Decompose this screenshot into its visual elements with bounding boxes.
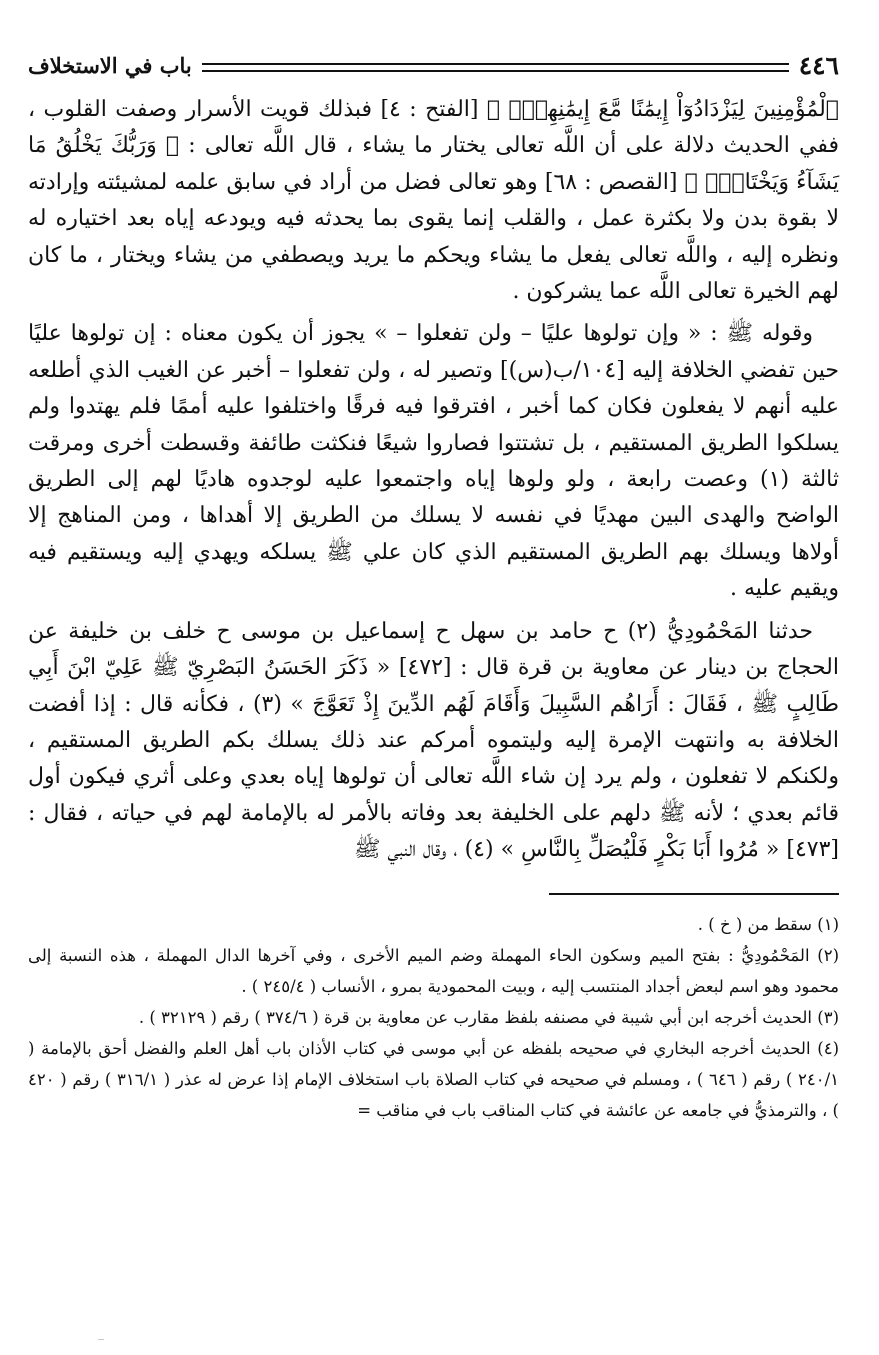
book-page xyxy=(28,50,839,1355)
page-header xyxy=(28,50,839,80)
scan-mark xyxy=(98,1339,104,1340)
page-number: ٤٤٦ xyxy=(798,50,839,80)
footnote: (١) سقط من ( خ ) . xyxy=(697,914,839,934)
paragraph: ٱلْمُؤْمِنِينَ لِيَزْدَادُوٓاْ إِيمَٰنًا مَّعَ إِيمَٰنِهِمْۗ ﴾ [الفتح : ٤] فبذلك قويت الأسرار وصفت القلوب ، ففي الحديث دلالة على أن اللَّه تعالى يختار ما يشاء ، قال اللَّه تعالى : ﴿ وَرَبُّكَ يَخْلُقُ مَا يَشَآءُ وَيَخْتَارُۗ ﴾ [القصص : ٦٨] وهو تعالى فضل من أراد في سابق علمه لمشيئته وإرادته لا بقوة بدن ولا بكثرة عمل ، والقلب إنما يقوى بما يحدثه فيه ويودعه إياه بعد اختياره له ونظره إليه ، واللَّه تعالى يفعل ما يشاء ويحكم ما يريد ويصطفي من يشاء ويختار ، ما كان لهم الخيرة تعالى اللَّه عما يشركون . xyxy=(28,97,839,305)
footnote: (٤) الحديث أخرجه البخاري في صحيحه بلفظه عن أبي موسى في كتاب الأذان باب أهل العلم والفضل أحق بالإمامة ( ٢٤٠/١ ) رقم ( ٦٤٦ ) ، ومسلم في صحيحه في كتاب الصلاة باب استخلاف الإمام إذا عرض له عذر ( ٣١٦/١ ) رقم ( ٤٢٠ ) ، والترمذيُّ في جامعه عن عائشة في كتاب المناقب باب في مناقب = xyxy=(28,1038,839,1120)
paragraph: وقوله ﷺ : « وإن تولوها عليًا – ولن تفعلوا – » يجوز أن يكون معناه : إن تولوها عليًا حين تفضي الخلافة إليه [١٠٤/ب(س)] وتصير له ، ولن تفعلوا – أخبر عن الغيب الذي أطلعه عليه أنهم لا يفعلون فكان كما أخبر ، افترقوا فيه فرقًا واختلفوا عليه أممًا فلم يهتدوا ولم يسلكوا الطريق المستقيم ، بل تشتتوا فصاروا شيعًا فنكثت طائفة وقسطت أخرى ومرقت ثالثة (١) وعصت رابعة ، ولو ولوها إياه واجتمعوا عليه لوجدوه هاديًا لهم إلى الطريق الواضح والهدى البين مهديًا في نفسه لا يسلك من الطريق إلا أهداها ، ومن المناهج إلا أولاها ويسلك بهم الطريق المستقيم الذي كان علي ﷺ يسلكه ويهدي إليه ويستقيم فيه ويقيم عليه . xyxy=(28,321,840,602)
paragraph: حدثنا المَحْمُودِيُّ (٢) ح حامد بن سهل ح إسماعيل بن موسى ح خلف بن خليفة عن الحجاج بن دينار عن معاوية بن قرة قال : [٤٧٢] « ذَكَرَ الحَسَنُ البَصْرِيّ ﷺ عَلِيّ ابْنَ أَبِي طَالِبٍ ﷺ ، فَقَالَ : أَرَاهُم السَّبِيلَ وَأَقَامَ لَهُم الدِّينَ إِذْ تَعَوَّجَ » (٣) ، فكأنه قال : إذا أفضت الخلافة به وانتهت الإمرة إليه وليتموه أمركم عند ذلك يسلك بكم الطريق المستقيم ، ولكنكم لا تفعلون ، ولم يرد إن شاء اللَّه تعالى أن تولوها إياه بعدي وعلى أثري فيكون أول قائم بعدي ؛ لأنه ﷺ دلهم على الخليفة بعد وفاته بالأمر له بالإمامة لهم في حياته ، فقال : [٤٧٣] « مُرُوا أَبَا بَكْرٍ فَلْيُصَلِّ بِالنَّاسِ » (٤) ، وقال النبي ﷺ xyxy=(28,618,840,863)
chapter-title: باب في الاستخلاف xyxy=(28,52,192,78)
header-rule xyxy=(202,63,789,72)
main-text xyxy=(28,92,839,869)
footnote: (٢) المَحْمُودِيُّ : بفتح الميم وسكون الحاء المهملة وضم الميم الأخرى ، وفي آخرها الدال المهملة ، هذه النسبة إلى محمود وهو اسم لبعض أجداد المنتسب إليه ، وبيت المحمودية بمرو ، الأنساب ( ٢٤٥/٤ ) . xyxy=(28,945,839,996)
footnote-separator xyxy=(549,893,839,895)
footnotes xyxy=(28,909,839,1126)
footnote: (٣) الحديث أخرجه ابن أبي شيبة في مصنفه بلفظ مقارب عن معاوية بن قرة ( ٣٧٤/٦ ) رقم ( ٣٢١٢٩ ) . xyxy=(138,1007,839,1027)
